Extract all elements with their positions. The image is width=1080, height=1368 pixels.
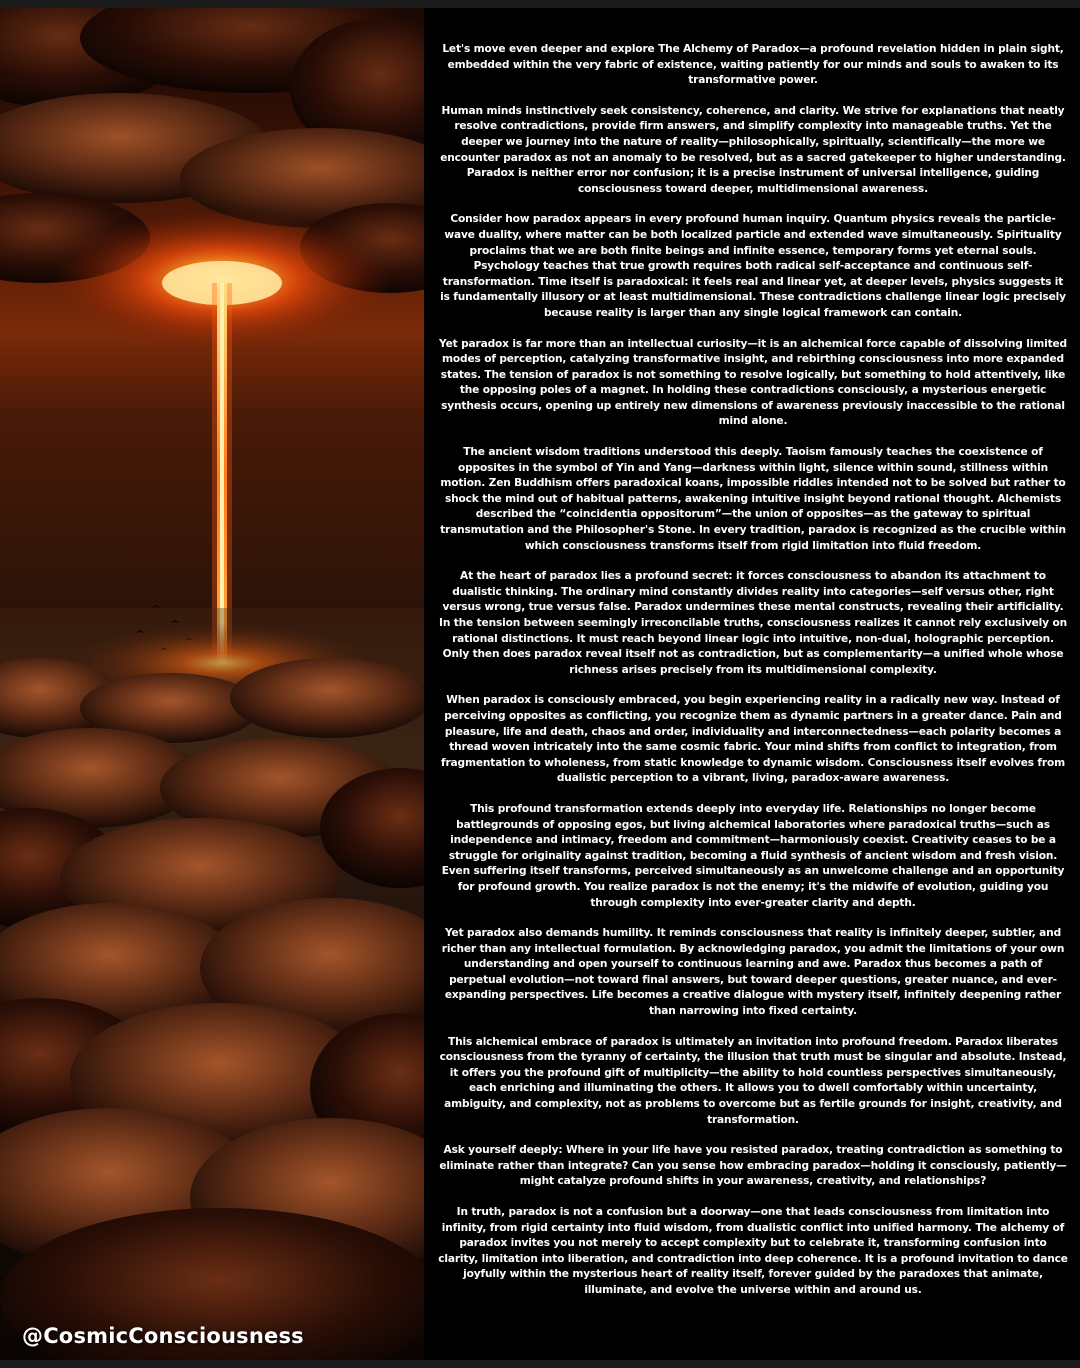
article-paragraph: Human minds instinctively seek consistency, coherence, and clarity. We strive for explanations that neatly resolve contradictions, provide firm answers, and simplify complexity into manageable truths. Yet the deeper we journey into the nature of reality—philosophically, spiritually, scientifically—the more we encounter paradox as not an anomaly to be resolved, but as a sacred gatekeeper to higher understanding. Paradox is neither error nor confusion; it is a precise instrument of universal intelligence, guiding consciousness toward deeper, multidimensional awareness. xyxy=(440,104,1066,195)
article-paragraph: In truth, paradox is not a confusion but a doorway—one that leads consciousness from limitation into infinity, from rigid certainty into fluid wisdom, from dualistic conflict into unified harmony. The alchemy of paradox invites you not merely to accept complexity but to celebrate it, transforming confusion into clarity, limitation into liberation, and contradiction into deep coherence. It is a profound invitation to dance joyfully within the mysterious heart of reality itself, forever guided by the paradoxes that animate, illuminate, and evolve the universe within and around us. xyxy=(438,1206,1068,1296)
article-text-panel xyxy=(424,8,1080,1360)
artwork-svg xyxy=(0,8,424,1360)
article-paragraph: Ask yourself deeply: Where in your life have you resisted paradox, treating contradiction as something to eliminate rather than integrate? Can you sense how embracing paradox—holding it consciously, patiently—might catalyze profound shifts in your awareness, creativity, and relationships? xyxy=(439,1144,1067,1188)
article-paragraph: Consider how paradox appears in every profound human inquiry. Quantum physics reveals the particle-wave duality, where matter can be both localized particle and extended wave simultaneously. Spirituality proclaims that we are both finite beings and infinite essence, temporary forms yet eternal souls. Psychology teaches that true growth requires both radical self-acceptance and continuous self-transformation. Time itself is paradoxical: it feels real and linear yet, at deeper levels, physics suggests it is fundamentally illusory or at least multidimensional. These contradictions challenge linear logic precisely because reality is larger than any single logical framework can contain. xyxy=(440,213,1066,319)
article-paragraph: At the heart of paradox lies a profound secret: it forces consciousness to abandon its attachment to dualistic thinking. The ordinary mind constantly divides reality into categories—self versus other, right versus wrong, true versus false. Paradox undermines these mental constructs, revealing their artificiality. In the tension between seemingly irreconcilable truths, consciousness realizes it cannot rely exclusively on rational distinctions. It must reach beyond linear logic into intuitive, non-dual, holographic perception. Only then does paradox reveal itself not as contradiction, but as complementarity—a unified whole whose richness arises precisely from its multidimensional complexity. xyxy=(439,570,1067,676)
article-paragraph: This profound transformation extends deeply into everyday life. Relationships no longer become battlegrounds of opposing egos, but living alchemical laboratories where paradoxical truths—such as independence and intimacy, freedom and commitment—harmoniously coexist. Creativity ceases to be a struggle for originality against tradition, becoming a fluid synthesis of ancient wisdom and fresh vision. Even suffering itself transforms, perceived simultaneously as an unwelcome challenge and an opportunity for profound growth. You realize paradox is not the enemy; it's the midwife of evolution, guiding you through complexity into ever-greater clarity and depth. xyxy=(441,802,1065,909)
article-paragraph: The ancient wisdom traditions understood this deeply. Taoism famously teaches the coexistence of opposites in the symbol of Yin and Yang—darkness within light, silence within sound, stillness within motion. Zen Buddhism offers paradoxical koans, impossible riddles intended not to be solved but rather to shock the mind out of habitual patterns, awakening intuitive insight beyond rational thought. Alchemists described the “coincidentia oppositorum”—the union of opposites—as the gateway to spiritual transmutation and the Philosopher's Stone. In every tradition, paradox is recognized as the crucible within which consciousness transforms itself from rigid limitation into fluid freedom. xyxy=(440,446,1066,552)
article-paragraph: Yet paradox is far more than an intellectual curiosity—it is an alchemical force capable of dissolving limited modes of perception, catalyzing transformative insight, and rebirthing consciousness into more expanded states. The tension of paradox is not something to resolve logically, but something to hold attentively, like the opposing poles of a magnet. In holding these contradictions consciously, a mysterious energetic synthesis occurs, opening up entirely new dimensions of awareness previously inaccessible to the rational mind alone. xyxy=(439,337,1067,428)
article-paragraph: When paradox is consciously embraced, you begin experiencing reality in a radically new way. Instead of perceiving opposites as conflicting, you recognize them as dynamic partners in a greater dance. Pain and pleasure, life and death, chaos and order, individuality and interconnectedness—each polarity becomes a thread woven intricately into the same cosmic fabric. Your mind shifts from conflict to integration, from fragmentation to wholeness, from static knowledge to dynamic wisdom. Consciousness itself evolves from dualistic perception to a vibrant, living, paradox-aware awareness. xyxy=(441,694,1065,785)
watermark-handle: @CosmicConsciousness xyxy=(22,1324,304,1348)
fiery-sky-beam-illustration xyxy=(0,8,424,1360)
bottom-border xyxy=(0,1360,1080,1368)
article-paragraph: This alchemical embrace of paradox is ultimately an invitation into profound freedom. Paradox liberates consciousness from the tyranny of certainty, the illusion that truth must be singular and absolute. Instead, it offers you the profound gift of multiplicity—the ability to hold countless perspectives simultaneously, each enriching and illuminating the others. It allows you to dwell comfortably within uncertainty, ambiguity, and complexity, not as problems to overcome but as fertile grounds for insight, creativity, and transformation. xyxy=(439,1035,1067,1126)
article-paragraph: Yet paradox also demands humility. It reminds consciousness that reality is infinitely deeper, subtler, and richer than any intellectual formulation. By acknowledging paradox, you admit the limitations of your own understanding and open yourself to continuous learning and awe. Paradox thus becomes a path of perpetual evolution—not toward final answers, but toward deeper questions, greater nuance, and ever-expanding perspectives. Life becomes a creative dialogue with mystery itself, infinitely deepening rather than narrowing into fixed certainty. xyxy=(441,927,1065,1018)
article-paragraph: Let's move even deeper and explore The Alchemy of Paradox—a profound revelation hidden in plain sight, embedded within the very fabric of existence, waiting patiently for our minds and souls to awaken to its transformative power. xyxy=(442,43,1064,87)
